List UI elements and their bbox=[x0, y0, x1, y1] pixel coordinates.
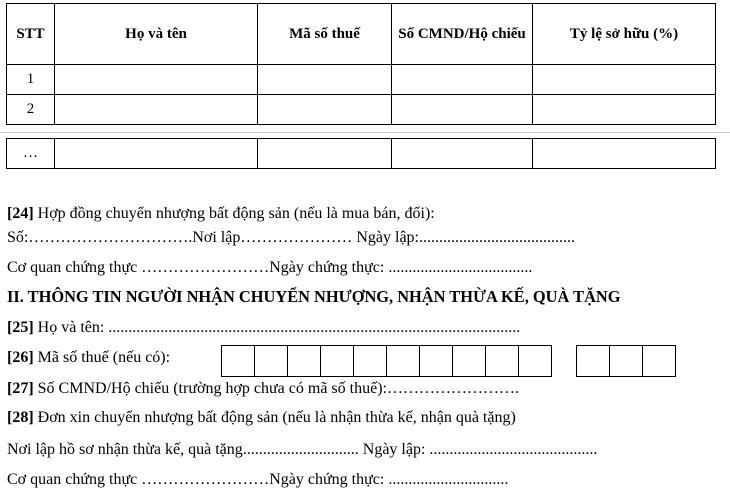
field-label: Họ và tên: ....................................................................................................... bbox=[33, 319, 521, 336]
field-number: [27] bbox=[7, 380, 34, 397]
tax-code-boxes-branch[interactable] bbox=[577, 345, 676, 377]
field-24-contract bbox=[7, 204, 435, 224]
contract-number-line[interactable]: Số:………………………….Nơi lập………………… Ngày lập:....................................... bbox=[7, 229, 575, 246]
tax-code-digit-box[interactable] bbox=[287, 345, 321, 377]
tax-code-digit-box[interactable] bbox=[518, 345, 552, 377]
header-tax-code: Mã số thuế bbox=[258, 4, 392, 65]
field-number: [28] bbox=[7, 409, 34, 426]
cell-full-name[interactable] bbox=[55, 139, 258, 169]
cell-full-name[interactable] bbox=[55, 95, 258, 125]
header-full-name: Họ và tên bbox=[55, 4, 258, 65]
section-2-heading: II. THÔNG TIN NGƯỜI NHẬN CHUYỂN NHƯỢNG, NHẬN THỪA KẾ, QUÀ TẶNG bbox=[7, 287, 621, 306]
tax-code-digit-box[interactable] bbox=[221, 345, 255, 377]
row-number: 1 bbox=[7, 65, 55, 95]
field-label: Hợp đồng chuyển nhượng bất động sản (nếu là mua bán, đổi): bbox=[33, 205, 435, 222]
tax-code-digit-box[interactable] bbox=[642, 345, 676, 377]
field-28-application bbox=[7, 408, 516, 428]
field-label: Số CMND/Hộ chiếu (trường hợp chưa có mã số thuế):……………………. bbox=[33, 380, 519, 397]
field-number: [24] bbox=[7, 205, 34, 222]
table-row bbox=[7, 139, 716, 169]
field-label: Đơn xin chuyển nhượng bất động sản (nếu là nhận thừa kế, nhận quà tặng) bbox=[33, 409, 516, 426]
table-header-row bbox=[7, 4, 716, 65]
owners-table bbox=[6, 3, 716, 125]
tax-code-digit-box[interactable] bbox=[485, 345, 519, 377]
table-row bbox=[7, 95, 716, 125]
contract-certification-line[interactable]: Cơ quan chứng thực ……………………Ngày chứng thực: .................................... bbox=[7, 259, 533, 276]
field-number: [25] bbox=[7, 319, 34, 336]
header-stt: STT bbox=[7, 4, 55, 65]
field-number: [26] bbox=[7, 349, 34, 366]
tax-code-digit-box[interactable] bbox=[452, 345, 486, 377]
tax-code-digit-box[interactable] bbox=[320, 345, 354, 377]
cell-id-passport[interactable] bbox=[392, 65, 533, 95]
tax-code-digit-box[interactable] bbox=[419, 345, 453, 377]
tax-code-boxes-main[interactable] bbox=[222, 345, 552, 377]
tax-code-digit-box[interactable] bbox=[353, 345, 387, 377]
cell-full-name[interactable] bbox=[55, 65, 258, 95]
tax-code-digit-box[interactable] bbox=[386, 345, 420, 377]
tax-code-digit-box[interactable] bbox=[576, 345, 610, 377]
owners-table-continued bbox=[6, 138, 716, 169]
page-break-divider bbox=[0, 132, 730, 133]
field-27-id-passport[interactable] bbox=[7, 379, 519, 399]
table-row bbox=[7, 65, 716, 95]
row-number: 2 bbox=[7, 95, 55, 125]
field-26-tax-code bbox=[7, 348, 170, 368]
cell-ownership-ratio[interactable] bbox=[533, 65, 716, 95]
cell-id-passport[interactable] bbox=[392, 139, 533, 169]
tax-code-digit-box[interactable] bbox=[254, 345, 288, 377]
cell-tax-code[interactable] bbox=[258, 139, 392, 169]
row-number-ellipsis: … bbox=[7, 139, 55, 169]
header-ownership-ratio: Tỷ lệ sở hữu (%) bbox=[533, 4, 716, 65]
cell-ownership-ratio[interactable] bbox=[533, 95, 716, 125]
cell-id-passport[interactable] bbox=[392, 95, 533, 125]
tax-code-digit-box[interactable] bbox=[609, 345, 643, 377]
field-25-full-name[interactable] bbox=[7, 318, 520, 338]
header-id-passport: Số CMND/Hộ chiếu bbox=[392, 4, 533, 65]
field-label: Mã số thuế (nếu có): bbox=[33, 349, 171, 366]
cell-ownership-ratio[interactable] bbox=[533, 139, 716, 169]
cell-tax-code[interactable] bbox=[258, 95, 392, 125]
inheritance-place-date-line[interactable]: Nơi lập hồ sơ nhận thừa kế, quà tặng............................. Ngày lập: .......................................... bbox=[7, 441, 598, 458]
inheritance-certification-line[interactable]: Cơ quan chứng thực ……………………Ngày chứng thực: .............................. bbox=[7, 471, 509, 488]
cell-tax-code[interactable] bbox=[258, 65, 392, 95]
